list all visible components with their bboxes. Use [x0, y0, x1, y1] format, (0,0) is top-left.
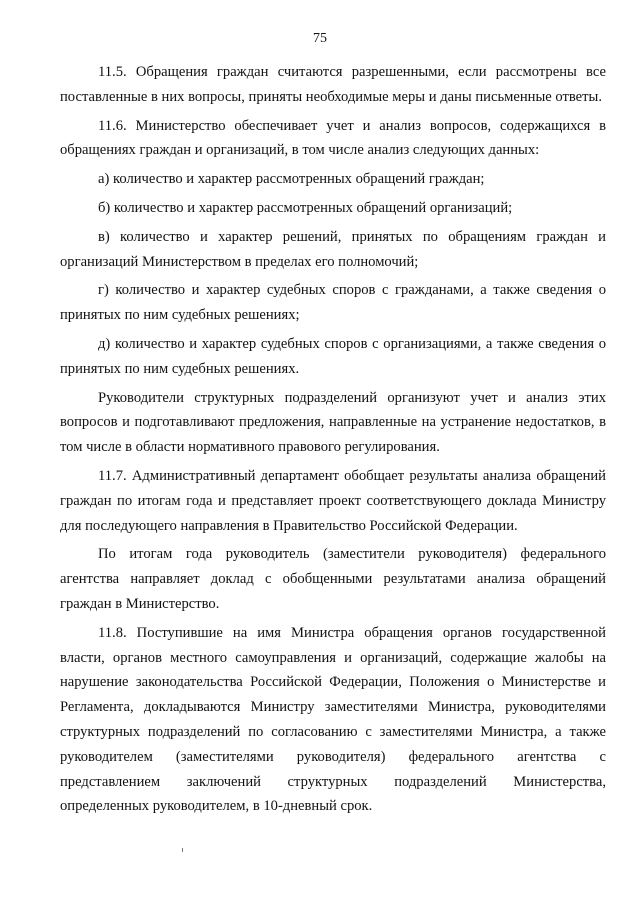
- scan-artifact: [182, 848, 183, 852]
- paragraph-agency-report: По итогам года руководитель (заместители руководителя) федерального агентства направляет доклад с обобщенными результатами анализа обращений граждан в Министерство.: [60, 546, 606, 612]
- paragraph-11-8: 11.8. Поступившие на имя Министра обращения органов государственной власти, органов местного самоуправления и организаций, содержащие жалобы на нарушение законодательства Российской Федерации, Положения о Министерстве и Регламента, докладываются Министру заместителями Министра, руководителями структурных подразделений по согласованию с заместителями Министра, а также руководителем (заместителями руководителя) федерального агентства с представлением заключений структурных подразделений Министерства, определенных руководителем, в 10-дневный срок.: [60, 624, 606, 815]
- paragraph-11-7: 11.7. Административный департамент обобщает результаты анализа обращений граждан по итогам года и представляет проект соответствующего доклада Министру для последующего направления в Правительство Российской Федерации.: [60, 467, 606, 534]
- list-item-b: б) количество и характер рассмотренных обращений организаций;: [98, 199, 513, 216]
- document-body: [60, 60, 606, 823]
- list-item-a: а) количество и характер рассмотренных обращений граждан;: [98, 171, 485, 188]
- list-item-d: д) количество и характер судебных споров с организациями, а также сведения о принятых по ним судебных решениях.: [60, 335, 606, 377]
- paragraph-11-5: 11.5. Обращения граждан считаются разрешенными, если рассмотрены все поставленные в них вопросы, приняты необходимые меры и даны письменные ответы.: [60, 64, 606, 105]
- paragraph-heads-analysis: Руководители структурных подразделений организуют учет и анализ этих вопросов и подготавливают предложения, направленные на устранение недостатков, в том числе в области нормативного правового регулирования.: [60, 389, 606, 456]
- list-item-v: в) количество и характер решений, принятых по обращениям граждан и организаций Министерством в пределах его полномочий;: [60, 228, 606, 270]
- list-item-g: г) количество и характер судебных споров с гражданами, а также сведения о принятых по ним судебных решениях;: [60, 282, 606, 324]
- page-number: 75: [313, 31, 327, 46]
- paragraph-11-6: 11.6. Министерство обеспечивает учет и анализ вопросов, содержащихся в обращениях граждан и организаций, в том числе анализ следующих данных:: [60, 117, 606, 159]
